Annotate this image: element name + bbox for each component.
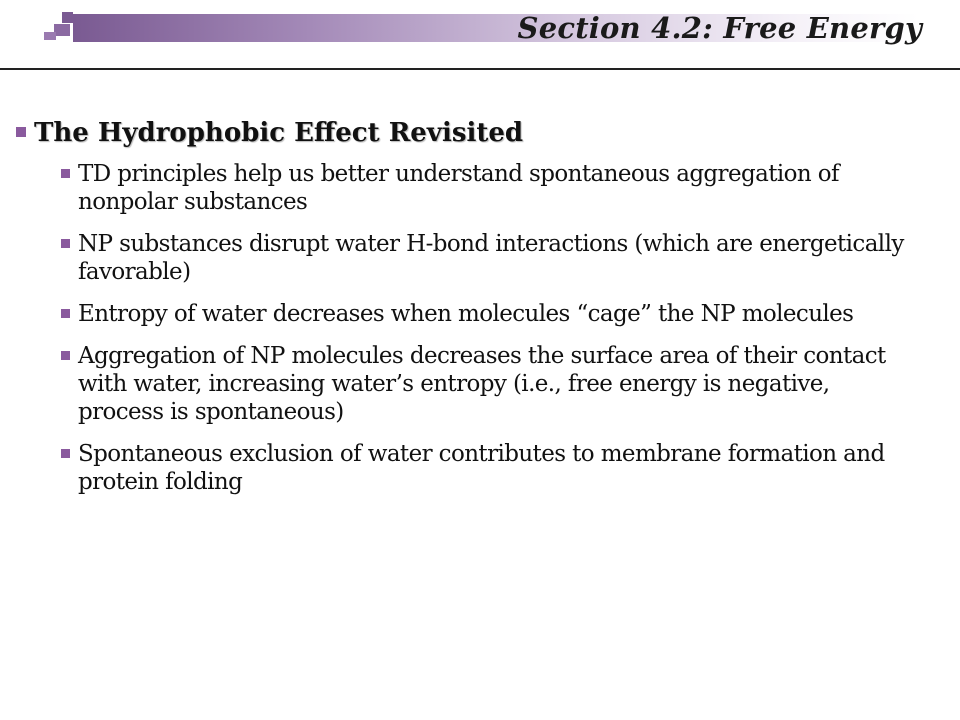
square-bullet-icon [16,127,26,137]
list-item-text: Aggregation of NP molecules decreases the surface area of their contact with water, increasing water’s entropy (i.e., free energy is negative, process is spontaneous) [78,343,886,425]
square-bullet-icon [61,449,70,458]
list-item [61,440,916,496]
section-heading [16,116,916,150]
header-square-icon [44,32,56,40]
list-item-text: Spontaneous exclusion of water contributes to membrane formation and protein folding [78,441,885,495]
list-item [61,230,916,286]
list-item [61,342,916,426]
list-item [61,160,916,216]
list-item-text: NP substances disrupt water H-bond interactions (which are energetically favorable) [78,231,904,285]
square-bullet-icon [61,309,70,318]
header-divider [0,68,960,70]
slide-body [16,116,916,510]
section-heading-text: The Hydrophobic Effect Revisited [34,118,524,148]
list-item-text: Entropy of water decreases when molecules “cage” the NP molecules [78,301,854,327]
square-bullet-icon [61,239,70,248]
square-bullet-icon [61,169,70,178]
header-square-icon [62,12,73,23]
list-item-text: TD principles help us better understand spontaneous aggregation of nonpolar substances [78,161,839,215]
slide-title: Section 4.2: Free Energy [517,11,922,45]
bullet-list [16,160,916,496]
square-bullet-icon [61,351,70,360]
header-square-icon [54,24,70,36]
list-item [61,300,916,328]
